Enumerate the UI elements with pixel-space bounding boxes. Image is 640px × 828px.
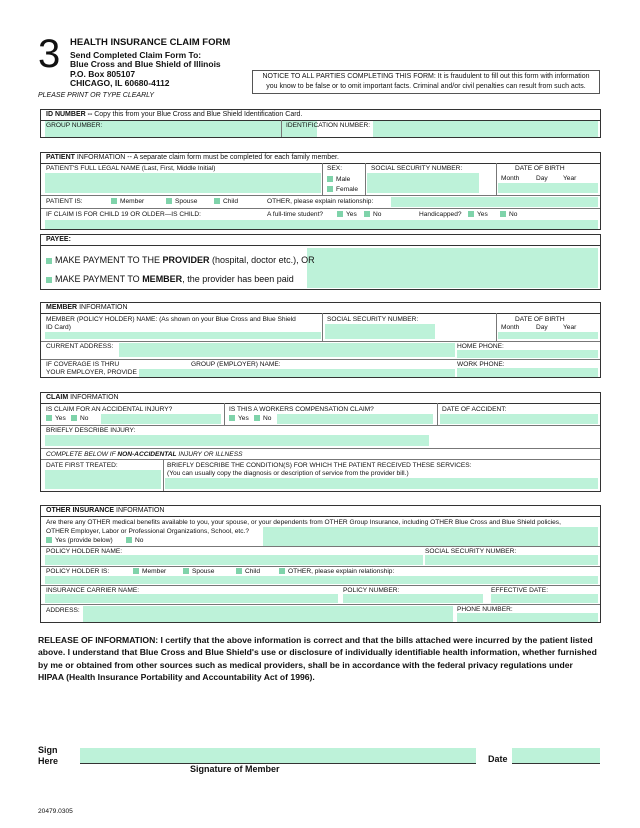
other-phone-label: PHONE NUMBER: — [457, 606, 513, 613]
holder-other-checkbox[interactable]: OTHER, please explain relationship: — [279, 568, 394, 576]
checkbox-icon — [183, 568, 189, 574]
id-number-section — [40, 109, 601, 138]
divider — [496, 163, 497, 195]
member-name-label-1: MEMBER (POLICY HOLDER) NAME: (As shown on your Blue Cross and Blue Shield — [46, 316, 296, 323]
id-section-head: ID NUMBER -- Copy this from your Blue Cross and Blue Shield Identification Card. — [41, 110, 600, 121]
accidental-input[interactable] — [101, 414, 221, 424]
checkbox-icon — [71, 415, 77, 421]
member-name-label-2: ID Card) — [46, 324, 71, 331]
address-line1: Blue Cross and Blue Shield of Illinois — [70, 59, 221, 69]
policy-holder-ssn-label: SOCIAL SECURITY NUMBER: — [425, 548, 517, 555]
divider — [41, 195, 600, 196]
policy-holder-name-label: POLICY HOLDER NAME: — [46, 548, 123, 555]
other-benefits-no-checkbox[interactable]: No — [126, 537, 143, 545]
policy-number-label: POLICY NUMBER: — [343, 587, 400, 594]
payee-provider-input[interactable] — [307, 248, 598, 288]
identification-number-input[interactable] — [373, 121, 598, 137]
checkbox-icon — [111, 198, 117, 204]
checkbox-icon — [327, 176, 333, 182]
workers-comp-input[interactable] — [277, 414, 433, 424]
address-line3: CHICAGO, IL 60680-4112 — [70, 78, 170, 88]
send-to: Send Completed Claim Form To: — [70, 49, 202, 60]
fraud-notice — [252, 70, 600, 94]
checkbox-icon — [236, 568, 242, 574]
pay-provider-checkbox[interactable]: MAKE PAYMENT TO THE PROVIDER (hospital, doctor etc.), OR — [46, 254, 315, 266]
handicapped-yes-checkbox[interactable]: Yes — [468, 211, 488, 219]
holder-spouse-checkbox[interactable]: Spouse — [183, 568, 214, 576]
patient-section — [40, 152, 601, 230]
workers-comp-label: IS THIS A WORKERS COMPENSATION CLAIM? — [229, 406, 374, 413]
carrier-input[interactable] — [45, 594, 338, 603]
member-dob-day-label: Day — [536, 324, 548, 331]
payee-section — [40, 234, 601, 290]
patient-ssn-input[interactable] — [367, 173, 479, 193]
coverage-label-2: YOUR EMPLOYER, PROVIDE — [46, 369, 137, 376]
member-dob-label: DATE OF BIRTH — [515, 316, 565, 323]
policy-holder-name-input[interactable] — [45, 555, 423, 565]
checkbox-icon — [133, 568, 139, 574]
checkbox-icon — [229, 415, 235, 421]
checkbox-icon — [254, 415, 260, 421]
sex-male-checkbox[interactable]: Male — [327, 176, 350, 184]
patient-is-label: PATIENT IS: — [46, 198, 83, 205]
child-info-input[interactable] — [45, 220, 598, 229]
divider — [437, 403, 438, 425]
describe-condition-hint: (You can usually copy the diagnosis or description of service from the provider bill.) — [167, 470, 409, 477]
claim-section-head: CLAIM INFORMATION — [41, 393, 600, 404]
checkbox-icon — [46, 415, 52, 421]
other-insurance-section — [40, 505, 601, 623]
date-first-treated-input[interactable] — [45, 470, 161, 489]
divider — [41, 566, 600, 567]
carrier-label: INSURANCE CARRIER NAME: — [46, 587, 140, 594]
describe-condition-label: BRIEFLY DESCRIBE THE CONDITION(S) FOR WHICH THE PATIENT RECEIVED THESE SERVICES: — [167, 462, 472, 469]
divider — [41, 604, 600, 605]
checkbox-icon — [364, 211, 370, 217]
member-address-input[interactable] — [119, 343, 455, 357]
identification-number-label: IDENTIFICATION NUMBER: — [286, 122, 371, 129]
workers-comp-no-checkbox[interactable]: No — [254, 415, 271, 423]
handicapped-no-checkbox[interactable]: No — [500, 211, 517, 219]
member-section-head: MEMBER INFORMATION — [41, 303, 600, 314]
divider — [163, 459, 164, 491]
divider — [41, 448, 600, 449]
holder-child-checkbox[interactable]: Child — [236, 568, 260, 576]
divider — [322, 313, 323, 341]
divider — [41, 359, 600, 360]
other-address-input[interactable] — [83, 606, 453, 622]
divider — [224, 403, 225, 425]
member-dob-input[interactable] — [498, 332, 598, 339]
print-note: PLEASE PRINT OR TYPE CLEARLY — [38, 92, 155, 99]
date-first-treated-label: DATE FIRST TREATED: — [46, 462, 118, 469]
address-line2: P.O. Box 805107 — [70, 68, 136, 79]
fulltime-no-checkbox[interactable]: No — [364, 211, 381, 219]
policy-holder-is-label: POLICY HOLDER IS: — [46, 568, 110, 575]
signature-of-member-label: Signature of Member — [190, 764, 280, 774]
checkbox-icon — [166, 198, 172, 204]
home-phone-input[interactable] — [457, 350, 598, 358]
checkbox-icon — [46, 537, 52, 543]
other-address-label: ADDRESS: — [46, 607, 80, 614]
checkbox-icon — [500, 211, 506, 217]
patient-ssn-label: SOCIAL SECURITY NUMBER: — [371, 165, 463, 172]
describe-condition-input[interactable] — [165, 478, 598, 489]
patient-is-spouse-checkbox[interactable]: Spouse — [166, 198, 197, 206]
fulltime-yes-checkbox[interactable]: Yes — [337, 211, 357, 219]
member-ssn-input[interactable] — [325, 324, 435, 339]
home-phone-label: HOME PHONE: — [457, 343, 504, 350]
describe-injury-label: BRIEFLY DESCRIBE INJURY: — [46, 427, 136, 434]
patient-is-child-checkbox[interactable]: Child — [214, 198, 238, 206]
policy-holder-ssn-input[interactable] — [425, 555, 598, 565]
accidental-label: IS CLAIM FOR AN ACCIDENTAL INJURY? — [46, 406, 173, 413]
if-child-label: IF CLAIM IS FOR CHILD 19 OR OLDER—IS CHILD: — [46, 211, 201, 218]
non-accidental-note: COMPLETE BELOW IF NON-ACCIDENTAL INJURY OR ILLNESS — [46, 451, 243, 458]
group-employer-label: GROUP (EMPLOYER) NAME: — [191, 361, 281, 368]
signature-input[interactable] — [80, 748, 476, 763]
signature-date-input[interactable] — [512, 748, 600, 763]
patient-section-head: PATIENT INFORMATION -- A separate claim form must be completed for each family member. — [41, 153, 600, 164]
checkbox-icon — [46, 258, 52, 264]
checkbox-icon — [337, 211, 343, 217]
member-address-label: CURRENT ADDRESS: — [46, 343, 114, 350]
checkbox-icon — [468, 211, 474, 217]
member-dob-year-label: Year — [563, 324, 577, 331]
divider — [41, 546, 600, 547]
form-header — [70, 38, 230, 89]
date-line — [512, 763, 600, 764]
form-code: 20479.0305 — [38, 808, 73, 815]
accidental-no-checkbox[interactable]: No — [71, 415, 88, 423]
dob-day-label: Day — [536, 175, 548, 182]
notice-line1: NOTICE TO ALL PARTIES COMPLETING THIS FORM: It is fraudulent to fill out this form with information — [262, 73, 590, 80]
policy-number-input[interactable] — [343, 594, 483, 603]
date-label: Date — [488, 754, 508, 764]
dob-year-label: Year — [563, 175, 577, 182]
divider — [41, 208, 600, 209]
describe-injury-input[interactable] — [45, 435, 429, 446]
patient-dob-input[interactable] — [498, 183, 598, 193]
divider — [365, 163, 366, 195]
checkbox-icon — [126, 537, 132, 543]
sex-female-checkbox[interactable]: Female — [327, 186, 358, 194]
divider — [322, 163, 323, 195]
divider — [41, 341, 600, 342]
date-accident-label: DATE OF ACCIDENT: — [442, 406, 507, 413]
member-dob-month-label: Month — [501, 324, 520, 331]
holder-member-checkbox[interactable]: Member — [133, 568, 166, 576]
divider — [41, 459, 600, 460]
form-title: HEALTH INSURANCE CLAIM FORM — [70, 37, 231, 48]
other-benefits-yes-checkbox[interactable]: Yes (provide below) — [46, 537, 113, 545]
member-section — [40, 302, 601, 378]
divider — [41, 425, 600, 426]
effective-date-label: EFFECTIVE DATE: — [491, 587, 549, 594]
policy-holder-is-input[interactable] — [45, 576, 598, 584]
divider — [496, 313, 497, 341]
handicapped-label: Handicapped? — [419, 211, 462, 218]
other-benefits-input[interactable] — [263, 527, 598, 547]
work-phone-label: WORK PHONE: — [457, 361, 505, 368]
divider — [281, 120, 282, 137]
other-benefits-question-2: OTHER Employer, Labor or Professional Organizations, School, etc.? — [46, 528, 250, 535]
sign-here-label: Sign Here — [38, 745, 59, 766]
date-accident-input[interactable] — [440, 414, 598, 424]
checkbox-icon — [327, 186, 333, 192]
member-ssn-label: SOCIAL SECURITY NUMBER: — [327, 316, 419, 323]
other-phone-input[interactable] — [457, 613, 598, 622]
effective-date-input[interactable] — [491, 594, 598, 603]
checkbox-icon — [46, 277, 52, 283]
claim-section — [40, 392, 601, 492]
dob-month-label: Month — [501, 175, 520, 182]
coverage-label-1: IF COVERAGE IS THRU — [46, 361, 120, 368]
checkbox-icon — [279, 568, 285, 574]
checkbox-icon — [214, 198, 220, 204]
fulltime-label: A full-time student? — [267, 211, 324, 218]
payee-section-head: PAYEE: — [41, 235, 600, 246]
notice-line2: you know to be false or to omit important facts. Criminal and/or civil penalties can result from such acts. — [266, 83, 586, 90]
patient-is-member-checkbox[interactable]: Member — [111, 198, 144, 206]
pay-member-checkbox[interactable]: MAKE PAYMENT TO MEMBER, the provider has been paid — [46, 273, 294, 285]
work-phone-input[interactable] — [457, 368, 598, 377]
patient-name-label: PATIENT'S FULL LEGAL NAME (Last, First, Middle Initial) — [46, 165, 216, 172]
sex-label: SEX: — [327, 165, 343, 172]
patient-name-input[interactable] — [45, 173, 321, 193]
divider — [41, 585, 600, 586]
patient-dob-label: DATE OF BIRTH — [515, 165, 565, 172]
release-of-information: RELEASE OF INFORMATION: I certify that the above information is correct and that the bills attached were incurred by the patient listed above. I understand that Blue Cross and Blue Shield's use or disclosure of individually identifiable health information, whether furnished by me or obtained from other sources such as medical providers, shall be in accordance with the federal privacy regulations under HIPAA (Health Insurance Portability and Accountability Act of 1996). — [38, 635, 597, 682]
other-insurance-head: OTHER INSURANCE INFORMATION — [41, 506, 600, 517]
workers-comp-yes-checkbox[interactable]: Yes — [229, 415, 249, 423]
patient-other-input[interactable] — [391, 197, 598, 207]
patient-other-label: OTHER, please explain relationship: — [267, 198, 374, 205]
form-number-big: 3 — [38, 32, 61, 76]
group-employer-input[interactable] — [139, 369, 455, 377]
accidental-yes-checkbox[interactable]: Yes — [46, 415, 66, 423]
other-benefits-question-1: Are there any OTHER medical benefits available to you, your spouse, or your dependents from OTHER Group Insurance, including OTHER Blue Cross and Blue Shield policies, — [46, 519, 561, 526]
group-number-label: GROUP NUMBER: — [46, 122, 103, 129]
member-name-input[interactable] — [45, 332, 321, 339]
